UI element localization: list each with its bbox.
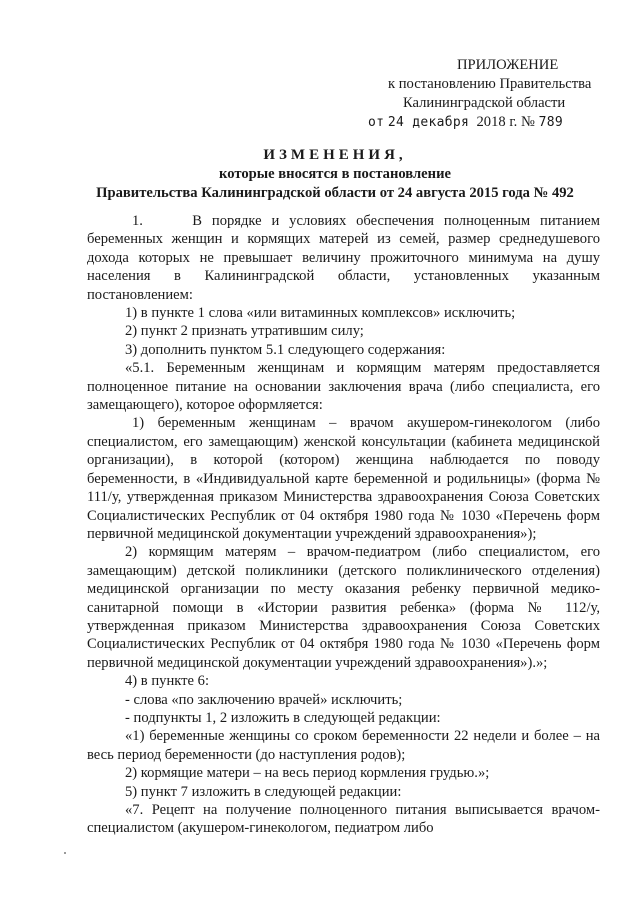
paragraph: - подпункты 1, 2 изложить в следующей редакции: <box>125 709 441 726</box>
paragraph: «7. Рецепт на получение полноценного питания выписывается врачом-специалистом (акушером-гинекологом, педиатром либо <box>87 802 600 837</box>
appendix-date-prefix: от <box>368 115 385 130</box>
title-sub-2: Правительства Калининградской области от 24 августа 2015 года № 492 <box>96 185 574 201</box>
paragraph: 3) дополнить пунктом 5.1 следующего содержания: <box>125 341 446 358</box>
appendix-date: 24 декабря <box>387 115 470 130</box>
appendix-label: ПРИЛОЖЕНИЕ <box>457 57 559 73</box>
appendix-year: 2018 г. № <box>476 114 535 130</box>
document-body <box>87 212 600 838</box>
paragraph: 2) кормящим матерям – врачом-педиатром (либо специалистом, его замещающим) детской поликлиники (детского поликлинического отделения) медицинской организации по месту оказания ребенку первичной медико-санитарной помощи в «Истории развития ребенка» (форма № 112/у, утвержденная приказом Министерства здравоохранения Союза Советских Социалистических Республик от 04 октября 1980 года № 1030 «Перечень форм первичной медицинской документации учреждений здравоохранения»).»; <box>87 544 600 671</box>
title-sub-1: которые вносятся в постановление <box>219 166 451 182</box>
title-main: ИЗМЕНЕНИЯ, <box>263 147 407 163</box>
appendix-date-line <box>360 113 600 132</box>
appendix-region: Калининградской области <box>403 95 566 111</box>
appendix-header <box>360 56 600 132</box>
paragraph: 2) кормящие матери – на весь период кормления грудью.»; <box>125 765 490 782</box>
document-title <box>70 146 600 203</box>
appendix-number: 789 <box>538 115 563 130</box>
paragraph: 1) в пункте 1 слова «или витаминных комплексов» исключить; <box>125 305 516 322</box>
paragraph: 1) беременным женщинам – врачом акушером-гинекологом (либо специалистом, его замещающим) женской консультации (кабинета медицинской организации), в которой (котором) женщина наблюдается по поводу беременности, в «Индивидуальной карте беременной и родильницы» (форма № 111/у, утвержденная приказом Министерства здравоохранения Союза Советских Социалистических Республик от 04 октября 1980 года № 1030 «Перечень форм первичной медицинской документации учреждений здравоохранения»); <box>87 415 600 542</box>
paragraph: 1. В порядке и условиях обеспечения полноценным питанием беременных женщин и кормящих матерей из семей, размер среднедушевого дохода которых не превышает величину прожиточного минимума на душу населения в Калининградской области, установленных указанным постановлением: <box>87 213 600 303</box>
paragraph: - слова «по заключению врачей» исключить; <box>125 691 403 708</box>
appendix-to-resolution: к постановлению Правительства <box>388 76 592 92</box>
paragraph: 5) пункт 7 изложить в следующей редакции: <box>125 783 402 800</box>
paragraph: 2) пункт 2 признать утратившим силу; <box>125 323 364 340</box>
scan-speck <box>64 852 66 854</box>
paragraph: «5.1. Беременным женщинам и кормящим матерям предоставляется полноценное питание на основании заключения врача (либо специалиста, его замещающего), которое оформляется: <box>87 360 600 414</box>
paragraph: «1) беременные женщины со сроком беременности 22 недели и более – на весь период беременности (до наступления родов); <box>87 728 600 763</box>
paragraph: 4) в пункте 6: <box>125 673 210 690</box>
